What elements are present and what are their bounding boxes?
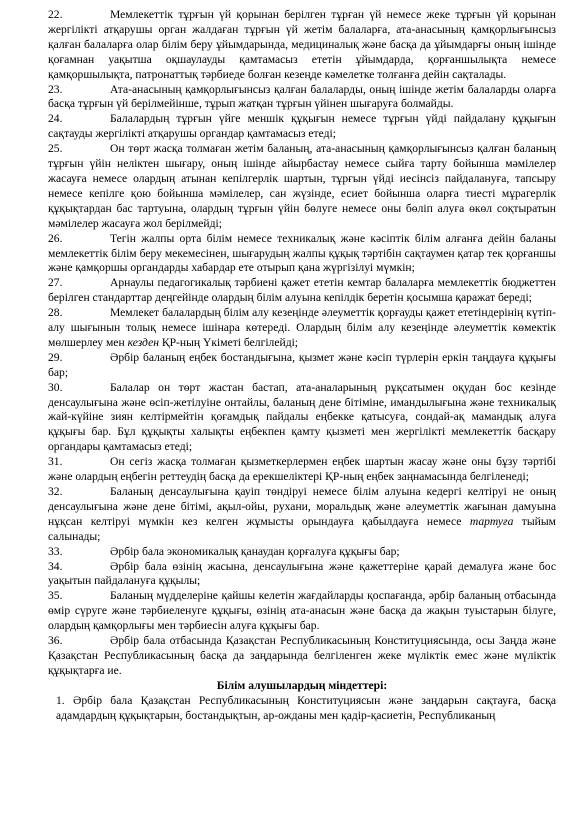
list-item [48,8,556,83]
item-text: Ата-анасының қамқорлығынсыз қалған балаларды, оның ішінде жетім балаларды оларға басқа тұрғын үй берілмейінше, тұрып жатқан тұрғын үйінен шығаруға болмайды. [48,82,556,111]
sub-item: 1. Әрбір бала Қазақстан Республикасының Конституциясын және заңдарын сақтауға, басқа адамдардың құқықтарын, бостандықтын, ар-ожданы мен қадір-қасиетін, Республиканың [56,693,556,722]
item-text: Мемлекет балалардың білім алу кезеңінде әлеуметтік қорғауды қажет ететіндерінің күтіп-алу шығынын толық немесе ішінара көтереді. Олардың білім алу кезеңінде әлеуметтік көмектік мөлшерлеу мен кезден ҚР-ның Үкіметі белгілейді; [48,306,556,349]
item-number: 27. [48,276,63,290]
item-number: 23. [48,82,63,96]
list-item [48,83,556,113]
item-text: Мемлекеттік тұрғын үй қорынан берілген тұрған үй немесе жеке тұрғын үй қорынан жергілікті атқарушы орган жалдаған тұрғын үй жетім балаларға, ата-анасының қамқорлығынсыз қалған балаларға олар білім беру ұйымдарында, медициналық және басқа да ұйымдарғы оның ішінде қоғамнан уақытша оқшаулауды қамтамасыз ететін ұйымдарда, қорғаншылықта немесе қамқоршылықта, патронаттық тәрбиеде болған кезеңде кәмелетке толғанға дейін сақталады. [48,8,556,81]
item-number: 26. [48,231,63,245]
item-number: 36. [48,634,63,648]
item-text: Әрбір бала отбасында Қазақстан Республикасының Конституциясында, осы Заңда және Қазақстан Республикасының басқа да заңдарында белгіленген жеке мүліктік емес және мүліктік құқықтарға ие. [48,634,556,677]
list-item [48,381,556,456]
item-text: Балалар он төрт жастан бастап, ата-аналарының рұқсатымен оқудан бос кезінде денсаулығына және өсіп-жетілуіне онтайлы, баланың дене бітіміне, имандылығына және техникалық жай-күйіне зиян келтірмейтін қоғамдық пайдалы еңбекке қатысуға, сондай-ақ мамандық алуға құқығы бар. Бұл құқықты халықты еңбекпен қамту қызметі мен жергілікті мемлекеттік басқару органдары қамтамасыз етеді; [48,380,556,454]
item-text: Он төрт жасқа толмаған жетім баланың, ата-анасының қамқорлығынсыз қалған баланың тұрғын үйін неліктен шығару, оның ішінде айырбастау немесе сыйға тарту бойынша мәмілелер жасауға немесе олардың атынан кепілгерлік шартын, тұрғын үйді иесінсіз пайдалануға, тапсыру немесе кепілге қою бойынша мәмілелер, сан жүзінде, есиет бойынша оларға тиесті мұрагерлік құқықтардан бас тартуына, олардың тұрғын үйін бөлуге немесе оны бөліп алуға өкөл соқтыратын мәмілелер жасауға жол берілмейді; [48,142,556,230]
item-text: Баланың мүдделеріне қайшы келетін жағдайларды қоспағанда, әрбір баланың отбасында өмір сүруге және тәрбиеленуге құқығы, өзінің ата-анасын және басқа да жақын туыстарын білуге, олардың қамқорлығы мен тәрбиесін алуға құқығы бар. [48,589,556,633]
list-item [48,634,556,679]
item-number: 22. [48,8,63,21]
list-item [48,232,556,277]
list-item [48,276,556,306]
list-item [48,112,556,142]
item-number: 29. [48,350,63,364]
list-item [48,589,556,634]
list-item [48,306,556,351]
item-number: 28. [48,306,63,320]
item-number: 30. [48,380,63,394]
list-item [48,142,556,231]
item-text: Тегін жалпы орта білім немесе техникалық және кәсіптік білім алғанға дейін баланы мемлекеттік білім беру мекемесінен, шығарудың жалпы құқық тәртібін сақтаумен қатар тек қорғаншы және қамқоршы органдарды хабардар ете отырып қана жүргізілуі мүмкін; [48,231,556,275]
item-number: 24. [48,112,63,126]
item-number: 35. [48,589,63,603]
item-text: Әрбір бала экономикалық қанаудан қорғалуға құқығы бар; [110,544,400,558]
article-list [48,8,556,679]
item-text: Әрбір баланың еңбек бостандығына, қызмет және кәсіп түрлерін еркін таңдауға құқығы бар; [48,350,556,379]
item-text: Әрбір бала өзінің жасына, денсаулығына және қажеттеріне қарай демалуға және бос уақытын пайдалануға құқылы; [48,559,556,588]
list-item [48,485,556,545]
item-text: Балалардың тұрғын үйге меншік құқығын немесе тұрғын үйді пайдалану құқығын сақтауды жергілікті атқарушы органдар қамтамасыз етеді; [48,112,556,141]
item-number: 33. [48,544,63,558]
item-text: Он сегіз жасқа толмаған қызметкерлермен еңбек шартын жасау және оны бұзу тәртібі және олардың еңбегін реттеудің басқа да ерекшеліктері ҚР-ның еңбек заңнамасында белгіленеді; [48,455,556,484]
item-number: 31. [48,455,63,469]
document-page [48,8,556,724]
item-number: 34. [48,559,63,573]
item-text: Арнаулы педагогикалық тәрбиені қажет ететін кемтар балаларға мемлекеттік бюджеттен берілген стандарттар деңгейінде олардың білім алуына кепілдік беретін қосымша қаражат береді; [48,276,556,305]
list-item [48,455,556,485]
list-item [48,560,556,590]
list-item [48,351,556,381]
item-number: 25. [48,142,63,156]
item-number: 32. [48,485,63,498]
section-heading: Білім алушылардың міндеттері: [216,678,388,692]
list-item [48,545,556,560]
item-text: Баланың денсаулығына қауіп төндіруі немесе білім алуына кедергі келтіруі не оның денсаулығына және дене бітімі, ақыл-ойы, рухани, моральдық және әлеуметтік жағынан дамуына нұқсан келтіруі мүмкін кез келген жұмысты орындауға қабылдауға немесе тартуға тыйым салынады; [48,485,556,543]
